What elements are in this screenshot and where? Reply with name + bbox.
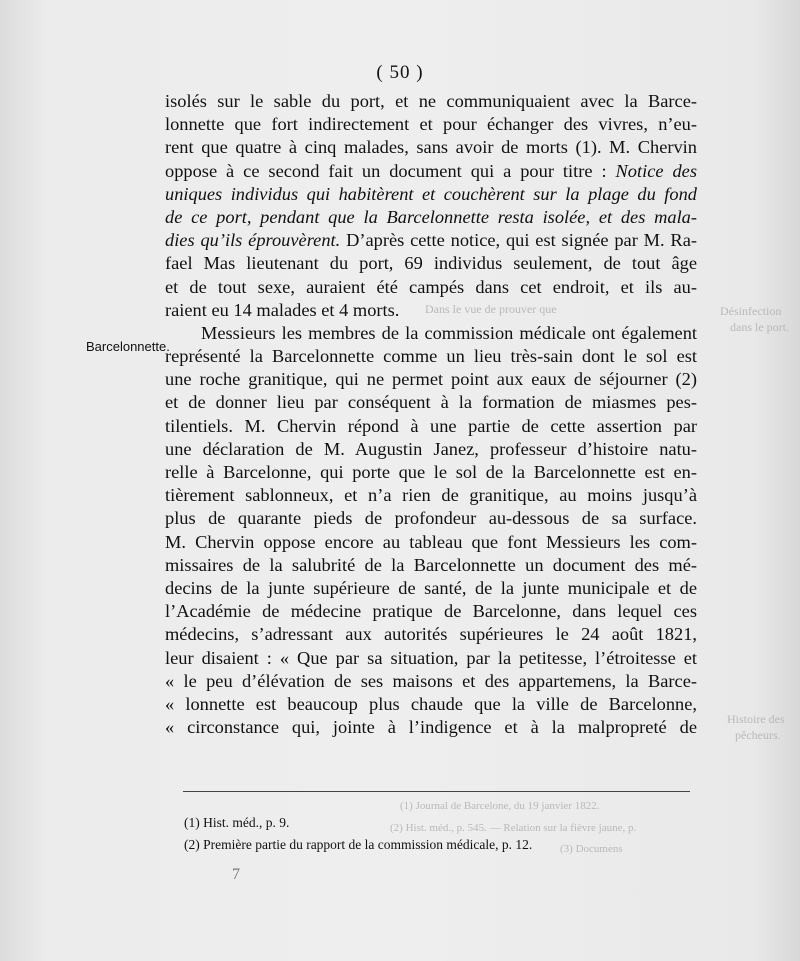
footnote: (2) Première partie du rapport de la commission médicale, p. 12. <box>184 837 533 852</box>
text-line: plus de quarante pieds de profondeur au-dessous de sa surface. <box>165 508 697 529</box>
text-line: missaires de la salubrité de la Barcelonnette un document des mé- <box>165 554 697 575</box>
text-line <box>165 160 697 183</box>
italic-title: dies qu’ils éprouvèrent. <box>165 230 341 251</box>
text-line: médecins, s’adressant aux autorités supérieures le 24 août 1821, <box>165 624 697 645</box>
bleed-through-text: pêcheurs. <box>735 728 781 742</box>
italic-title: Notice des <box>615 160 697 181</box>
text-line: relle à Barcelonne, qui porte que le sol de la Barcelonnette est en- <box>165 462 697 482</box>
footnote: (1) Hist. méd., p. 9. <box>184 815 290 830</box>
text-line: et de donner lieu par conséquent à la formation de miasmes pes- <box>165 392 697 413</box>
bleed-through-text: Histoire des <box>727 712 785 726</box>
text-line: rent que quatre à cinq malades, sans avoir de morts (1). M. Chervin <box>165 137 697 158</box>
bleed-through-text: (1) Journal de Barcelone, du 19 janvier 1822. <box>400 800 600 812</box>
text-line: fael Mas lieutenant du port, 69 individus seulement, de tout âge <box>165 253 697 274</box>
text-line: « le peu d’élévation de ses maisons et des appartemens, la Barce- <box>165 670 697 691</box>
text-line: isolés sur le sable du port, et ne communiquaient avec la Barce- <box>165 91 697 111</box>
bleed-through-text: (3) Documens <box>560 843 623 855</box>
bleed-through-text: Désinfection <box>720 304 782 318</box>
footnotes <box>184 812 532 856</box>
text-line: raient eu 14 malades et 4 morts. <box>165 299 400 320</box>
italic-title: uniques individus qui habitèrent et couchèrent sur la plage du fond <box>165 183 697 204</box>
text-line: M. Chervin oppose encore au tableau que font Messieurs les com- <box>165 531 697 552</box>
text-line <box>165 229 697 252</box>
text-line: une déclaration de M. Augustin Janez, professeur d’histoire natu- <box>165 438 697 459</box>
text-line: lonnette que fort indirectement et pour échanger des vivres, n’eu- <box>165 114 697 135</box>
footnote-rule <box>183 791 690 792</box>
text-line: représenté la Barcelonnette comme un lieu très-sain dont le sol est <box>165 346 697 367</box>
italic-title: de ce port, pendant que la Barcelonnette resta isolée, et des mala- <box>165 206 697 227</box>
text-line: leur disaient : « Que par sa situation, par la petitesse, l’étroitesse et <box>165 647 697 668</box>
text-line <box>165 206 697 229</box>
text-line: « lonnette est beaucoup plus chaude que la ville de Barcelonne, <box>165 693 697 714</box>
text-line: « circonstance qui, jointe à l’indigence et à la malpropreté de <box>165 717 697 738</box>
margin-note: Barcelonnette. <box>86 339 170 354</box>
text-span: D’après cette notice, qui est signée par M. Ra- <box>340 230 697 251</box>
text-line: Messieurs les membres de la commission médicale ont également <box>201 322 697 343</box>
text-span: oppose à ce second fait un document qui a pour titre : <box>165 160 616 181</box>
page-number: ( 50 ) <box>376 62 424 83</box>
text-line: decins de la junte supérieure de santé, de la junte municipale et de <box>165 577 697 598</box>
text-line: l’Académie de médecine pratique de Barcelonne, dans lequel ces <box>165 601 697 622</box>
text-line: tilentiels. M. Chervin répond à une partie de cette assertion par <box>165 415 697 436</box>
bleed-through-text: Dans le vue de prouver que <box>425 302 557 316</box>
text-line: tièrement sablonneux, et n’a rien de granitique, au moins jusqu’à <box>165 485 697 506</box>
bleed-through-text: (2) Hist. méd., p. 545. — Relation sur la fièvre jaune, p. <box>390 822 637 834</box>
text-line <box>165 183 697 206</box>
body-text <box>165 90 697 739</box>
bleed-through-text: dans le port. <box>730 320 789 334</box>
signature-mark: 7 <box>232 866 240 883</box>
text-line: une roche granitique, qui ne permet point aux eaux de séjourner (2) <box>165 369 697 390</box>
text-line: et de tout sexe, auraient été campés dans cet endroit, et ils au- <box>165 276 697 297</box>
